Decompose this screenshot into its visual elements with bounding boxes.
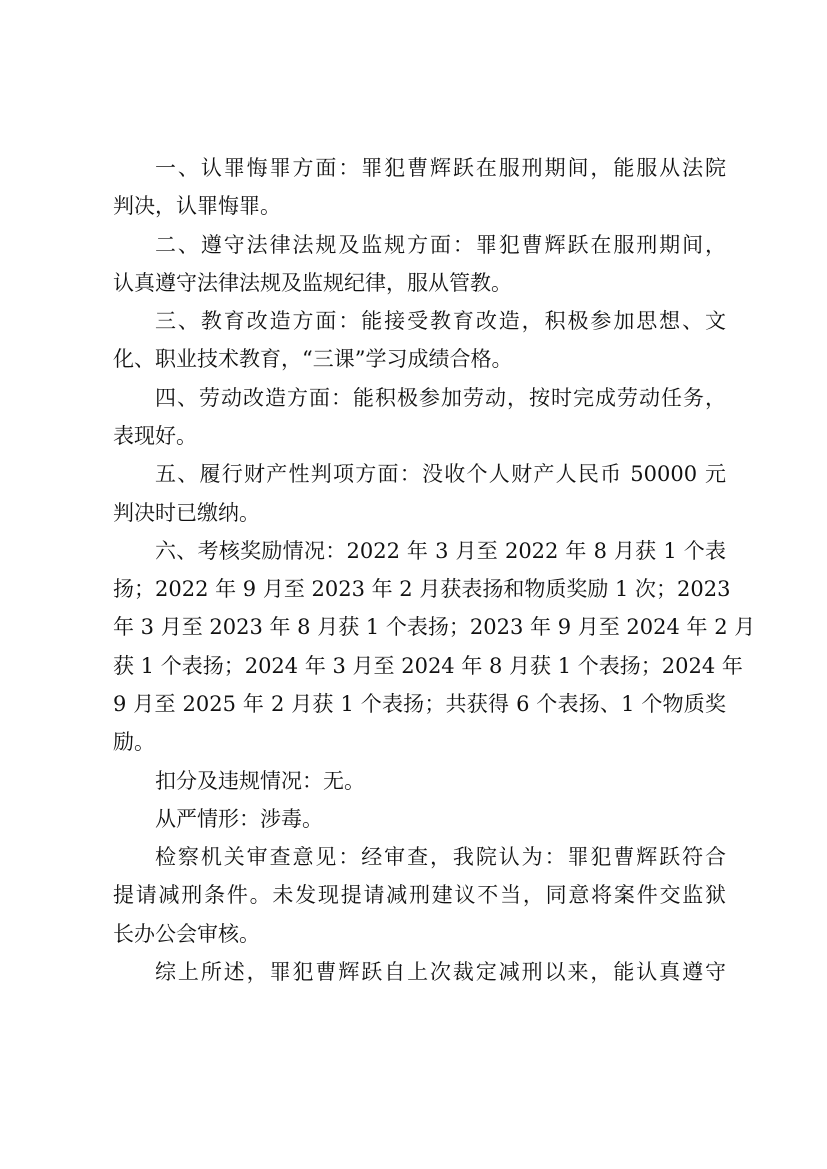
text-line-content: 年 3 月至 2023 年 8 月获 1 个表扬；2023 年 9 月至 2024 年 2 月 — [113, 615, 756, 639]
text-line — [0, 302, 827, 340]
text-line — [0, 264, 827, 302]
text-line — [0, 762, 827, 800]
text-line-content: 扣分及违规情况：无。 — [155, 769, 365, 793]
text-line — [0, 953, 827, 991]
text-line — [0, 226, 827, 264]
text-line — [0, 532, 827, 570]
text-line-content: 获 1 个表扬；2024 年 3 月至 2024 年 8 月获 1 个表扬；2024 年 — [113, 654, 743, 678]
text-line-content: 判决，认罪悔罪。 — [113, 194, 281, 218]
text-line-content: 扬；2022 年 9 月至 2023 年 2 月获表扬和物质奖励 1 次；2023 — [113, 577, 731, 601]
text-line — [0, 379, 827, 417]
text-line-content: 从严情形：涉毒。 — [155, 807, 323, 831]
text-line — [0, 187, 827, 225]
text-line-content: 判决时已缴纳。 — [113, 501, 260, 525]
text-line — [0, 417, 827, 455]
text-line-content: 六、考核奖励情况：2022 年 3 月至 2022 年 8 月获 1 个表 — [155, 539, 726, 563]
text-line-content: 三、教育改造方面：能接受教育改造，积极参加思想、文 — [155, 309, 726, 333]
text-line-content: 四、劳动改造方面：能积极参加劳动，按时完成劳动任务， — [155, 386, 726, 410]
text-line-content: 9 月至 2025 年 2 月获 1 个表扬；共获得 6 个表扬、1 个物质奖 — [113, 692, 726, 716]
text-line-content: 五、履行财产性判项方面：没收个人财产人民币 50000 元 — [155, 462, 726, 486]
text-line — [0, 608, 827, 646]
text-line — [0, 494, 827, 532]
text-line-content: 认真遵守法律法规及监规纪律，服从管教。 — [113, 271, 512, 295]
text-line-content: 二、遵守法律法规及监规方面：罪犯曹辉跃在服刑期间， — [155, 233, 726, 257]
text-line — [0, 455, 827, 493]
text-line — [0, 570, 827, 608]
text-line-content: 化、职业技术教育，“三课”学习成绩合格。 — [113, 347, 513, 371]
text-line — [0, 685, 827, 723]
text-line-content: 励。 — [113, 730, 155, 754]
text-line-content: 表现好。 — [113, 424, 197, 448]
text-line — [0, 800, 827, 838]
text-line — [0, 915, 827, 953]
text-line — [0, 723, 827, 761]
text-line — [0, 340, 827, 378]
text-line — [0, 149, 827, 187]
text-line — [0, 838, 827, 876]
text-line-content: 一、认罪悔罪方面：罪犯曹辉跃在服刑期间，能服从法院 — [155, 156, 726, 180]
text-line — [0, 647, 827, 685]
text-line-content: 长办公会审核。 — [113, 922, 260, 946]
text-line-content: 提请减刑条件。未发现提请减刑建议不当，同意将案件交监狱 — [113, 883, 726, 907]
text-line-content: 检察机关审查意见：经审查，我院认为：罪犯曹辉跃符合 — [155, 845, 726, 869]
text-line — [0, 876, 827, 914]
text-line-content: 综上所述，罪犯曹辉跃自上次裁定减刑以来，能认真遵守 — [155, 960, 726, 984]
